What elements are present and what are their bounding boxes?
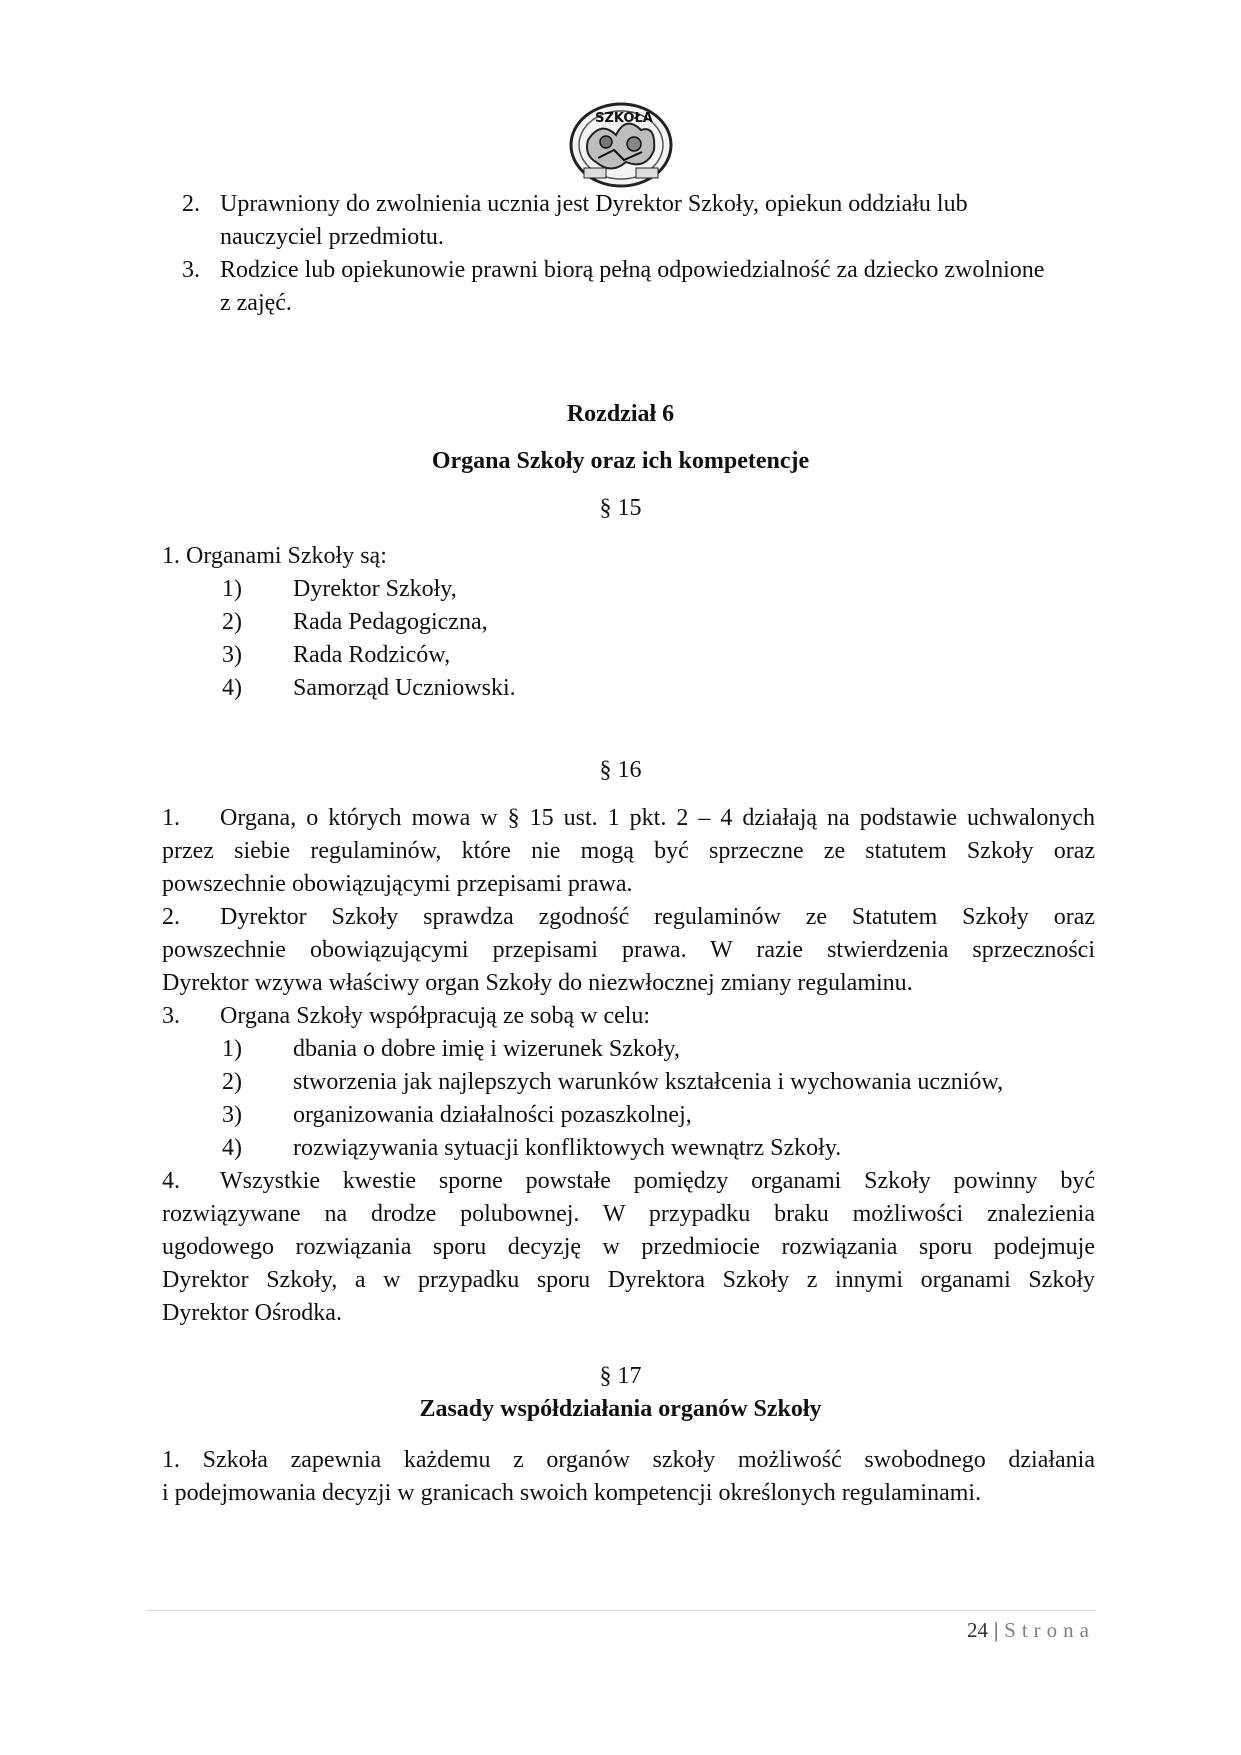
intro-item-2-line-2: nauczyciel przedmiotu.	[220, 224, 444, 250]
list-item: Samorząd Uczniowski.	[293, 675, 516, 701]
svg-text:SZKOŁA: SZKOŁA	[595, 111, 653, 126]
list-item-number: 4)	[222, 1135, 242, 1161]
page-footer	[967, 1616, 1095, 1644]
paragraph-line: przez siebie regulaminów, które nie mogą być sprzeczne ze statutem Szkoły oraz	[162, 838, 1095, 864]
list-item: Rada Pedagogiczna,	[293, 609, 488, 635]
paragraph-line: i podejmowania decyzji w granicach swoich kompetencji określonych regulaminami.	[162, 1480, 982, 1506]
chapter-subtitle: Organa Szkoły oraz ich kompetencje	[431, 448, 810, 474]
list-item-number: 3)	[222, 642, 242, 668]
chapter-title: Rozdział 6	[566, 401, 675, 427]
section-17-title: Zasady współdziałania organów Szkoły	[419, 1396, 822, 1422]
intro-item-2-line-1: Uprawniony do zwolnienia ucznia jest Dyrektor Szkoły, opiekun oddziału lub	[220, 191, 968, 217]
school-crest-icon	[566, 100, 676, 190]
paragraph-number: 3.	[162, 1003, 180, 1029]
paragraph-line: powszechnie obowiązującymi przepisami prawa.	[162, 871, 633, 897]
list-item-number: 1)	[222, 576, 242, 602]
paragraph-line: 1. Szkoła zapewnia każdemu z organów szkoły możliwość swobodnego działania	[162, 1447, 1095, 1473]
list-item: rozwiązywania sytuacji konfliktowych wewnątrz Szkoły.	[293, 1135, 842, 1161]
list-item-number: 2)	[222, 609, 242, 635]
page-number: 24	[966, 1618, 988, 1642]
paragraph-line: Dyrektor Szkoły, a w przypadku sporu Dyrektora Szkoły z innymi organami Szkoły	[162, 1267, 1095, 1293]
list-item-number: 2)	[222, 1069, 242, 1095]
intro-item-3-line-2: z zajęć.	[220, 290, 292, 316]
list-item: Rada Rodziców,	[293, 642, 451, 668]
list-item: Dyrektor Szkoły,	[293, 576, 457, 602]
list-item-number: 4)	[222, 675, 242, 701]
footer-separator: |	[993, 1618, 999, 1642]
intro-item-3-line-1: Rodzice lub opiekunowie prawni biorą pełną odpowiedzialność za dziecko zwolnione	[220, 257, 1045, 283]
footer-divider	[146, 1610, 1096, 1611]
paragraph-number: 1.	[162, 805, 180, 831]
list-item: stworzenia jak najlepszych warunków kształcenia i wychowania uczniów,	[293, 1069, 1004, 1095]
intro-item-2-number: 2.	[182, 191, 200, 217]
paragraph-line: ugodowego rozwiązania sporu decyzję w przedmiocie rozwiązania sporu podejmuje	[162, 1234, 1095, 1260]
paragraph-line: Organa Szkoły współpracują ze sobą w celu:	[220, 1003, 651, 1029]
paragraph-line: Dyrektor Szkoły sprawdza zgodność regulaminów ze Statutem Szkoły oraz	[220, 904, 1095, 930]
paragraph-number: 2.	[162, 904, 180, 930]
paragraph-line: Organa, o których mowa w § 15 ust. 1 pkt. 2 – 4 działają na podstawie uchwalonych	[220, 805, 1095, 831]
section-16-heading: § 16	[599, 757, 642, 783]
paragraph-number: 4.	[162, 1168, 180, 1194]
section-15-lead: 1. Organami Szkoły są:	[162, 543, 387, 569]
paragraph-line: powszechnie obowiązującymi przepisami prawa. W razie stwierdzenia sprzeczności	[162, 937, 1095, 963]
page-word: Strona	[1004, 1618, 1095, 1642]
intro-item-3-number: 3.	[182, 257, 200, 283]
paragraph-line: Dyrektor Ośrodka.	[162, 1300, 342, 1326]
list-item: organizowania działalności pozaszkolnej,	[293, 1102, 692, 1128]
paragraph-line: Wszystkie kwestie sporne powstałe pomiędzy organami Szkoły powinny być	[220, 1168, 1095, 1194]
list-item-number: 3)	[222, 1102, 242, 1128]
paragraph-line: Dyrektor wzywa właściwy organ Szkoły do niezwłocznej zmiany regulaminu.	[162, 970, 913, 996]
paragraph-line: rozwiązywane na drodze polubownej. W przypadku braku możliwości znalezienia	[162, 1201, 1095, 1227]
section-17-heading: § 17	[599, 1363, 642, 1389]
list-item: dbania o dobre imię i wizerunek Szkoły,	[293, 1036, 680, 1062]
list-item-number: 1)	[222, 1036, 242, 1062]
section-15-heading: § 15	[599, 495, 642, 521]
